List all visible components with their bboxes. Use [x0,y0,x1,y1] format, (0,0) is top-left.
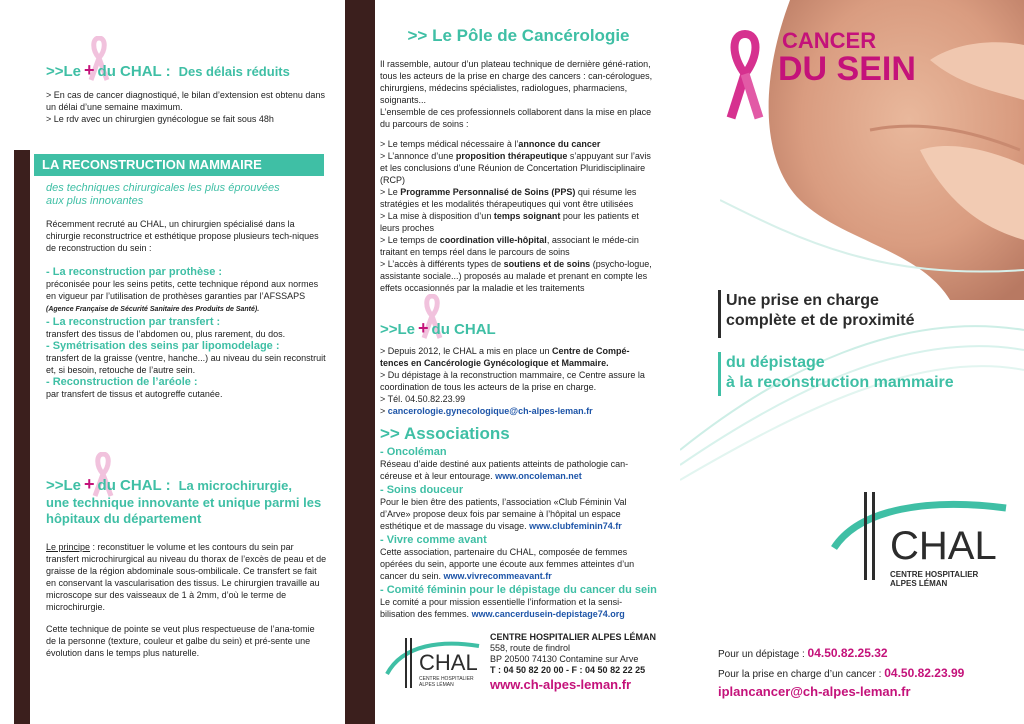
lechal-heading [380,318,657,339]
closing-text: Cette technique de pointe se veut plus respectueuse de l’ana-tomie de la personne (texture, couleur et galbe du sein) et pré-sente une évolution dans le temps plus naturelle. [46,624,315,658]
technique-note: (Agence Française de Sécurité Sanitaire des Produits de Santé). [46,306,260,313]
address-line: 558, route de findrol [490,643,571,653]
heading-chal: du CHAL : [97,477,171,494]
tagline-4: à la reconstruction mammaire [726,374,954,391]
associations-block [380,424,657,620]
reconstruction-title: LA RECONSTRUCTION MAMMAIRE [42,157,262,172]
cover-logo [830,488,1010,588]
cover-title-line1: CANCER [782,28,877,53]
panel-left [30,0,345,724]
delays-text [46,89,327,125]
association-heading: - Oncoléman [380,446,447,458]
technique-text: préconisée pour les seins petits, cette technique répond aux normes en vigueur par l’utilisation de prothèses garanties par l’AFSSAPS [46,279,319,301]
tagline-bar [718,352,721,396]
delays-line: > En cas de cancer diagnostiqué, le bilan d’extension est obtenu dans un délai d’une semaine maximum. [46,90,325,112]
association-item: - Oncoléman Réseau d’aide destiné aux patients atteints de pathologie can-céreuse et à leur entourage. www.oncoleman.net [380,446,657,482]
phone-fax: T : 04 50 82 20 00 - F : 04 50 82 22 25 [490,665,646,675]
tagline-3: du dépistage [726,354,825,371]
heading-prefix: >>Le [46,477,82,494]
technique-text: transfert des tissus de l’abdomen ou, plus rarement, du dos. [46,329,286,339]
heading-sub: La microchirurgie, [178,478,293,493]
heading-chal: du CHAL [431,321,496,338]
logo-word: CHAL [890,524,997,568]
tagline-bar [718,290,721,338]
footer-address [490,632,656,690]
pole-intro: Il rassemble, autour d’un plateau technique de dernière géné-ration, tous les acteurs de la prise en charge des cancers : can-cérologues, chirurgiens, médecins spécialistes, radiologues, pharmaciens, soignants... [380,59,653,105]
delays-line: > Le rdv avec un chirurgien gynécologue se fait sous 48h [46,114,274,124]
reconstruction-subtitle [46,182,327,208]
reconstruction-title-bar [34,154,324,176]
logo-sub: CENTRE HOSPITALIER [890,570,979,579]
pole-list [380,138,657,294]
footer-logo [383,634,483,694]
association-item: - Soins douceur Pour le bien être des patients, l’association «Club Féminin Val d’Arve» propose deux fois par semaine à l’hôpital un espace esthétique et de massage du visage. www.clubfeminin74.fr [380,484,657,532]
lechal-email-link[interactable]: cancerologie.gynecologique@ch-alpes-leman.fr [387,406,593,416]
technique-item [46,340,327,376]
associations-title: >> Associations [380,424,510,443]
lechal-block [380,318,657,417]
panel-middle [375,0,665,724]
principle-text [46,541,327,613]
address-line: BP 20500 74130 Contamine sur Arve [490,654,639,664]
microsurgery-block [46,474,327,659]
tagline-1: Une prise en charge [726,292,879,309]
plus-cross-icon: + [418,318,429,338]
heading-chal: du CHAL : [97,63,171,80]
technique-item [46,376,327,400]
pole-item: > La mise à disposition d’un temps soignant pour les patients et leurs proches [380,211,639,233]
technique-heading: - Symétrisation des seins par lipomodelage : [46,340,280,352]
microsurgery-heading-line: hôpitaux du département [46,511,202,526]
lechal-phone: > Tél. 04.50.82.23.99 [380,394,466,404]
association-link[interactable]: www.oncoleman.net [495,471,582,481]
phone-cancer[interactable]: 04.50.82.23.99 [884,666,965,680]
pole-intro2: L’ensemble de ces professionnels collaborent dans la mise en place du parcours de soins : [380,107,652,129]
pole-item: > Le temps médical nécessaire à l’annonce du cancer [380,139,601,149]
contact-block [718,646,964,699]
principle-body: : reconstituer le volume et les contours du sein par transfert microchirurgical au niveau du thorax de l’excès de peau et de graisse de la région abdominale sous-ombilicale. Ce transfert se fait en conservant la vascularisation des tissus. Le chirurgien travaille au microscope sur des vaisseaux de 1 à 2mm, d’où le terme de microchirurgie. [46,542,327,612]
microsurgery-heading-line: une technique innovante et unique parmi les [46,495,322,510]
pole-item: > L’annonce d’une proposition thérapeutique s’appuyant sur l’avis et les conclusions d’une Réunion de Concertation Pluridisciplinaire (RCP) [380,151,651,185]
association-link[interactable]: www.clubfeminin74.fr [529,521,622,531]
pole-item: > Le temps de coordination ville-hôpital, associant le méde-cin traitant en temps réel dans le parcours de soins [380,235,639,257]
heading-prefix: >>Le [46,63,82,80]
heading-sub: Des délais réduits [178,64,290,79]
technique-heading: - La reconstruction par transfert : [46,316,221,328]
cover-title [778,30,916,86]
principle-label: Le principe [46,542,91,552]
pole-item: > L’accès à différents types de soutiens et de soins (psycho-logue, assistante sociale...) proposés au malade et prenant en compte les effets occasionnés par la maladie et les traitements [380,259,652,293]
delays-block [46,60,327,125]
reconstruction-intro: Récemment recruté au CHAL, un chirurgien spécialisé dans la chirurgie reconstructrice et esthétique propose plusieurs tech-niques de reconstruction du sein : [46,219,319,253]
plus-cross-icon: + [84,474,95,494]
tagline-2: complète et de proximité [726,312,915,329]
pink-ribbon-icon [725,30,765,122]
technique-text: transfert de la graisse (ventre, hanche...) au niveau du sein reconstruit et, si besoin, retouche de l’autre sein. [46,353,326,375]
pole-title: >> Le Pôle de Cancérologie [407,26,630,45]
left-brown-band [14,150,30,724]
logo-sub: ALPES LÉMAN [419,682,454,688]
middle-brown-band-2 [360,0,375,724]
association-link[interactable]: www.cancerdusein-depistage74.org [471,609,625,619]
association-heading: - Soins douceur [380,484,464,496]
lechal-line: > Du dépistage à la reconstruction mammaire, ce Centre assure la coordination de tous les acteurs de la prise en charge. [380,370,645,392]
plus-cross-icon: + [84,60,95,80]
association-item: - Comité féminin pour le dépistage du cancer du sein Le comité a pour mission essentielle l’information et la sensi-bilisation des femmes. www.cancerdusein-depistage74.org [380,584,657,619]
technique-item [46,266,327,316]
cover-title-line2: DU SEIN [778,50,916,88]
heading-prefix: >>Le [380,321,416,338]
lechal-text: > Depuis 2012, le CHAL a mis en place un Centre de Compé-tences en Cancérologie Gynécologique et Mammaire. > Du dépistage à la reconstruction mammaire, ce Centre assure la coordination de tous les acteurs de la prise en charge. > Tél. 04.50.82.23.99 > cancerologie.gynecologique@ch-alpes-leman.fr [380,345,657,417]
technique-item [46,316,327,340]
pole-item: > Le Programme Personnalisé de Soins (PPS) qui résume les stratégies et les modalités thérapeutiques qui vont être utilisées [380,187,637,209]
subtitle-line: aux plus innovantes [46,195,144,207]
technique-heading: - La reconstruction par prothèse : [46,266,223,278]
contact-line-2: Pour la prise en charge d’un cancer : 04.50.82.23.99 [718,666,965,680]
contact-line-1: Pour un dépistage : 04.50.82.25.32 [718,646,888,660]
reconstruction-block [46,182,327,400]
delays-heading [46,60,327,81]
left-edge-bar [0,0,14,724]
association-heading: - Vivre comme avant [380,534,487,546]
association-link[interactable]: www.vivrecommeavant.fr [443,571,552,581]
phone-depistage[interactable]: 04.50.82.25.32 [807,646,888,660]
website-link[interactable]: www.ch-alpes-leman.fr [490,677,632,692]
association-item: - Vivre comme avant Cette association, partenaire du CHAL, composée de femmes opérées du sein, apporte une écoute aux femmes atteintes d’un cancer du sein. www.vivrecommeavant.fr [380,534,657,582]
technique-text: par transfert de tissus et autogreffe cutanée. [46,389,223,399]
logo-word: CHAL [419,650,478,675]
middle-brown-band [345,0,360,724]
hospital-name: CENTRE HOSPITALIER ALPES LÉMAN [490,632,657,642]
email-link[interactable]: iplancancer@ch-alpes-leman.fr [718,684,911,699]
subtitle-line: des techniques chirurgicales les plus éprouvées [46,182,280,194]
technique-list [46,266,327,400]
technique-heading: - Reconstruction de l’aréole : [46,376,198,388]
logo-sub: CENTRE HOSPITALIER [419,676,474,682]
panel-cover [680,0,1024,724]
logo-sub: ALPES LÉMAN [890,579,948,588]
association-heading: - Comité féminin pour le dépistage du cancer du sein [380,584,657,596]
pole-block [380,26,657,294]
microsurgery-heading [46,474,327,495]
